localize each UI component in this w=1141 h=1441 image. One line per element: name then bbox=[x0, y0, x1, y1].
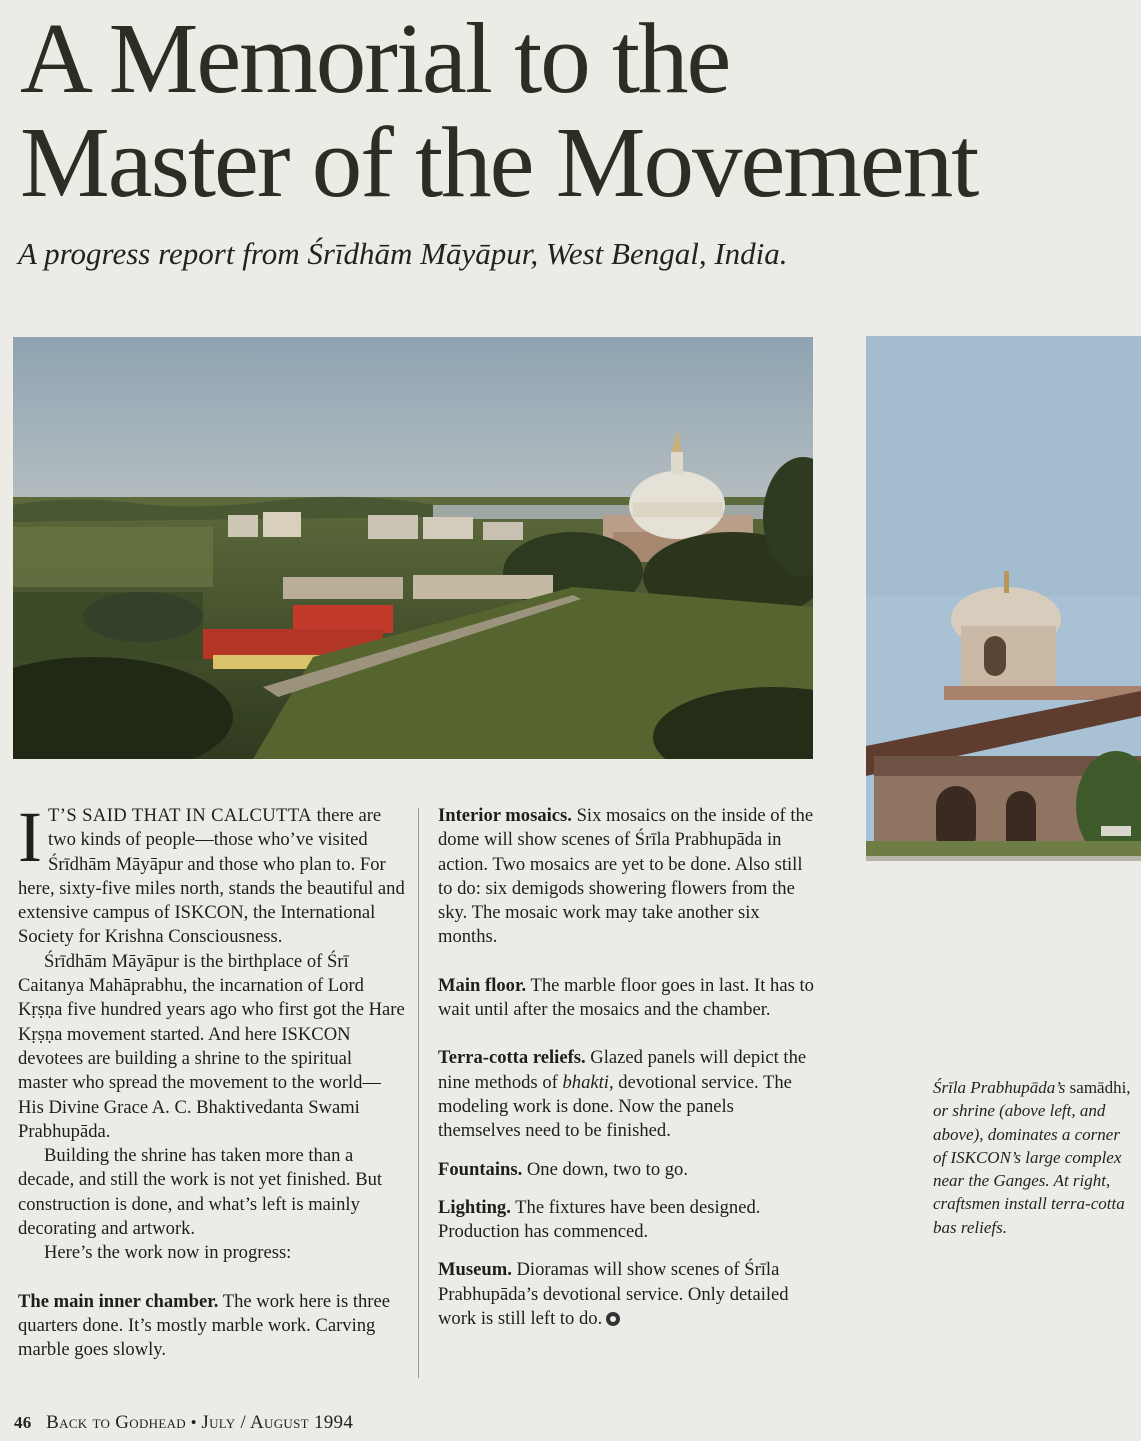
article-title bbox=[20, 2, 1100, 218]
title-line-1: A Memorial to the bbox=[20, 2, 730, 114]
page-number: 46 bbox=[14, 1413, 32, 1432]
article-body-column-1 bbox=[18, 797, 406, 1363]
item-heading: Interior mosaics. bbox=[438, 805, 572, 826]
item-lighting bbox=[438, 1196, 818, 1245]
item-interior-mosaics bbox=[438, 804, 818, 950]
item-heading: Fountains. bbox=[438, 1158, 523, 1180]
caption-term: samādhi, bbox=[1069, 1078, 1131, 1097]
article-body-column-2 bbox=[438, 804, 818, 1331]
column-divider bbox=[418, 808, 419, 1378]
end-of-article-icon bbox=[606, 1312, 620, 1326]
drop-cap: I bbox=[18, 797, 42, 877]
lead-in-caps: T’S SAID THAT IN CALCUTTA bbox=[47, 805, 312, 826]
page-footer bbox=[14, 1412, 353, 1434]
item-text: The fixtures have been designed. Production has commenced. bbox=[438, 1196, 761, 1243]
item-main-floor bbox=[438, 974, 818, 1023]
issue-date: July / August 1994 bbox=[201, 1412, 354, 1433]
paragraph-birthplace: Śrīdhām Māyāpur is the birthplace of Śrī Caitanya Mahāprabhu, the incarnation of Lord Kṛṣṇa five hundred years ago who first got the Hare Kṛṣṇa movement started. And here ISKCON devotees are building a shrine to the spiritual master who spread the movement to the world—His Divine Grace A. C. Bhaktivedanta Swami Prabhupāda. bbox=[18, 950, 405, 1142]
item-text: Six mosaics on the inside of the dome will show scenes of Śrīla Prabhupāda in action. Two mosaics are yet to be done. Also still to do: six demigods showering flowers from the sky. The mosaic work may take another six months. bbox=[438, 805, 814, 948]
paragraph-shrine-progress: Building the shrine has taken more than a decade, and still the work is not yet finished. But construction is done, and what’s left is mainly decorating and artwork. bbox=[18, 1145, 383, 1240]
item-heading: Lighting. bbox=[438, 1196, 511, 1218]
item-text: Dioramas will show scenes of Śrīla Prabhupāda’s devotional service. Only detailed work is still left to do. bbox=[438, 1259, 789, 1330]
item-text: One down, two to go. bbox=[522, 1158, 689, 1180]
magazine-name: Back to Godhead bbox=[46, 1412, 186, 1433]
item-heading: The main inner chamber. bbox=[18, 1290, 219, 1312]
shrine-closeup-photo bbox=[866, 336, 1141, 861]
item-text-emphasis: bhakti, bbox=[562, 1071, 614, 1093]
footer-separator: • bbox=[190, 1413, 197, 1432]
item-heading: Museum. bbox=[438, 1259, 512, 1281]
item-fountains bbox=[438, 1158, 818, 1182]
photo-caption bbox=[933, 1076, 1133, 1239]
caption-text: or shrine (above left, and above), dominates a corner of ISKCON’s large complex near the Ganges. At right, craftsmen install terra-cotta bas reliefs. bbox=[933, 1101, 1125, 1237]
item-terra-cotta-reliefs bbox=[438, 1046, 818, 1143]
item-main-inner-chamber bbox=[18, 1290, 406, 1363]
item-text: Glazed panels will depict the nine methods of bbox=[438, 1047, 807, 1093]
item-text: The marble floor goes in last. It has to wait until after the mosaics and the chamber. bbox=[438, 974, 814, 1021]
article-subtitle: A progress report from Śrīdhām Māyāpur, West Bengal, India. bbox=[18, 236, 788, 271]
item-heading: Main floor. bbox=[438, 974, 527, 996]
lead-paragraph bbox=[18, 797, 406, 950]
campus-aerial-photo bbox=[13, 337, 813, 759]
item-text: The work here is three quarters done. It’s mostly marble work. Carving marble goes slowly. bbox=[18, 1290, 391, 1361]
item-heading: Terra-cotta reliefs. bbox=[438, 1047, 586, 1069]
caption-text: Śrīla Prabhupāda’s bbox=[933, 1078, 1066, 1097]
item-text: devotional service. The modeling work is done. Now the panels themselves need to be finished. bbox=[438, 1071, 792, 1142]
paragraph-work-intro: Here’s the work now in progress: bbox=[44, 1242, 292, 1264]
title-line-2: Master of the Movement bbox=[20, 106, 978, 218]
lead-paragraph-text: there are two kinds of people—those who’ve visited Śrīdhām Māyāpur and those who plan to. For here, sixty-five miles north, stands the beautiful and extensive campus of ISKCON, the International Society for Krishna Consciousness. bbox=[18, 805, 405, 948]
item-museum bbox=[438, 1258, 818, 1331]
